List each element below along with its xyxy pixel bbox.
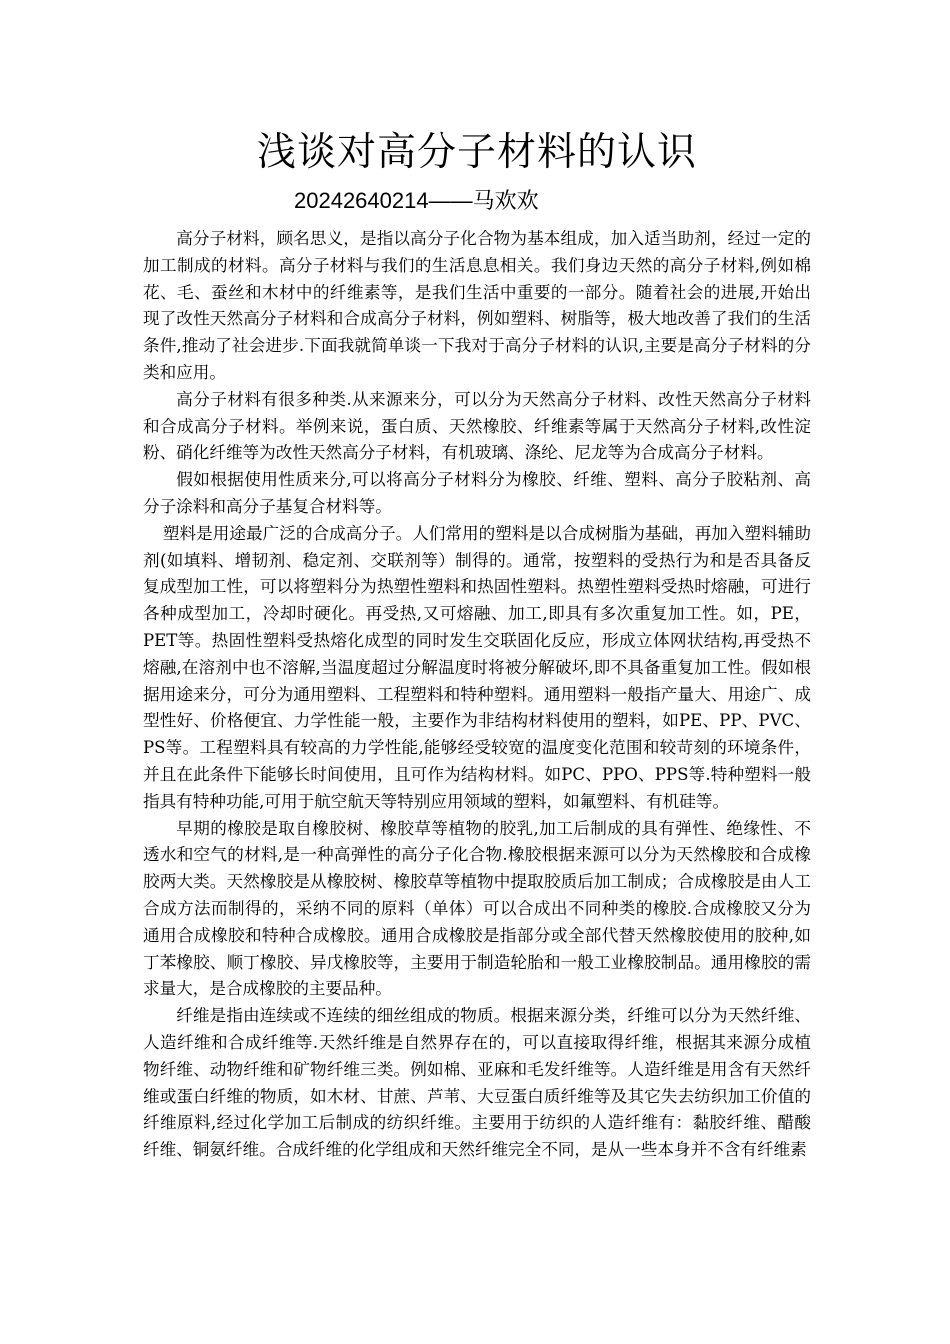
- paragraph-plastics: 塑料是用途最广泛的合成高分子。人们常用的塑料是以合成树脂为基础，再加入塑料辅助剂(如填料、增韧剂、稳定剂、交联剂等）制得的。通常，按塑料的受热行为和是否具备反复成型加工性，可以将塑料分为热塑性塑料和热固性塑料。热塑性塑料受热时熔融，可进行各种成型加工，冷却时硬化。再受热,又可熔融、加工,即具有多次重复加工性。如，PE，PET等。热固性塑料受热熔化成型的同时发生交联固化反应，形成立体网状结构,再受热不熔融,在溶剂中也不溶解,当温度超过分解温度时将被分解破坏,即不具备重复加工性。假如根据用途来分，可分为通用塑料、工程塑料和特种塑料。通用塑料一般指产量大、用途广、成型性好、价格便宜、力学性能一般，主要作为非结构材料使用的塑料，如PE、PP、PVC、PS等。工程塑料具有较高的力学性能,能够经受较宽的温度变化范围和较苛刻的环境条件，并且在此条件下能够长时间使用，且可作为结构材料。如PC、PPO、PPS等.特种塑料一般指具有特种功能,可用于航空航天等特别应用领域的塑料，如氟塑料、有机硅等。: [143, 523, 811, 811]
- paragraph-classification-source: 高分子材料有很多种类.从来源来分，可以分为天然高分子材料、改性天然高分子材料和合成高分子材料。举例来说，蛋白质、天然橡胶、纤维素等属于天然高分子材料,改性淀粉、硝化纤维等为改性天然高分子材料，有机玻璃、涤纶、尼龙等为合成高分子材料。: [143, 389, 811, 463]
- paragraph-intro: 高分子材料，顾名思义，是指以高分子化合物为基本组成，加入适当助剂，经过一定的加工制成的材料。高分子材料与我们的生活息息相关。我们身边天然的高分子材料,例如棉花、毛、蚕丝和木材中的纤维素等，是我们生活中重要的一部分。随着社会的进展,开始出现了改性天然高分子材料和合成高分子材料，例如塑料、树脂等，极大地改善了我们的生活条件,推动了社会进步.下面我就简单谈一下我对于高分子材料的认识,主要是高分子材料的分类和应用。: [143, 229, 811, 382]
- paragraph-rubber: 早期的橡胶是取自橡胶树、橡胶草等植物的胶乳,加工后制成的具有弹性、绝缘性、不透水和空气的材料,是一种高弹性的高分子化合物.橡胶根据来源可以分为天然橡胶和合成橡胶两大类。天然橡胶是从橡胶树、橡胶草等植物中提取胶质后加工制成；合成橡胶是由人工合成方法而制得的，采纳不同的原料（单体）可以合成出不同种类的橡胶.合成橡胶又分为通用合成橡胶和特种合成橡胶。通用合成橡胶是指部分或全部代替天然橡胶使用的胶种,如丁苯橡胶、顺丁橡胶、异戊橡胶等，主要用于制造轮胎和一般工业橡胶制品。通用橡胶的需求量大，是合成橡胶的主要品种。: [143, 818, 811, 999]
- paragraph-fiber: 纤维是指由连续或不连续的细丝组成的物质。根据来源分类，纤维可以分为天然纤维、人造纤维和合成纤维等.天然纤维是自然界存在的，可以直接取得纤维，根据其来源分成植物纤维、动物纤维和矿物纤维三类。例如棉、亚麻和毛发纤维等。人造纤维是用含有天然纤维或蛋白纤维的物质，如木材、甘蔗、芦苇、大豆蛋白质纤维等及其它失去纺织加工价值的纤维原料,经过化学加工后制成的纺织纤维。主要用于纺织的人造纤维有：黏胶纤维、醋酸纤维、铜氨纤维。合成纤维的化学组成和天然纤维完全不同，是从一些本身并不含有纤维素: [143, 1006, 811, 1160]
- page-title: 浅谈对高分子材料的认识: [256, 130, 697, 175]
- paragraph-classification-use: 假如根据使用性质来分,可以将高分子材料分为橡胶、纤维、塑料、高分子胶粘剂、高分子涂料和高分子基复合材料等。: [143, 470, 811, 516]
- author-line: 20242640214——马欢欢: [294, 188, 539, 213]
- document-body: [143, 226, 811, 1164]
